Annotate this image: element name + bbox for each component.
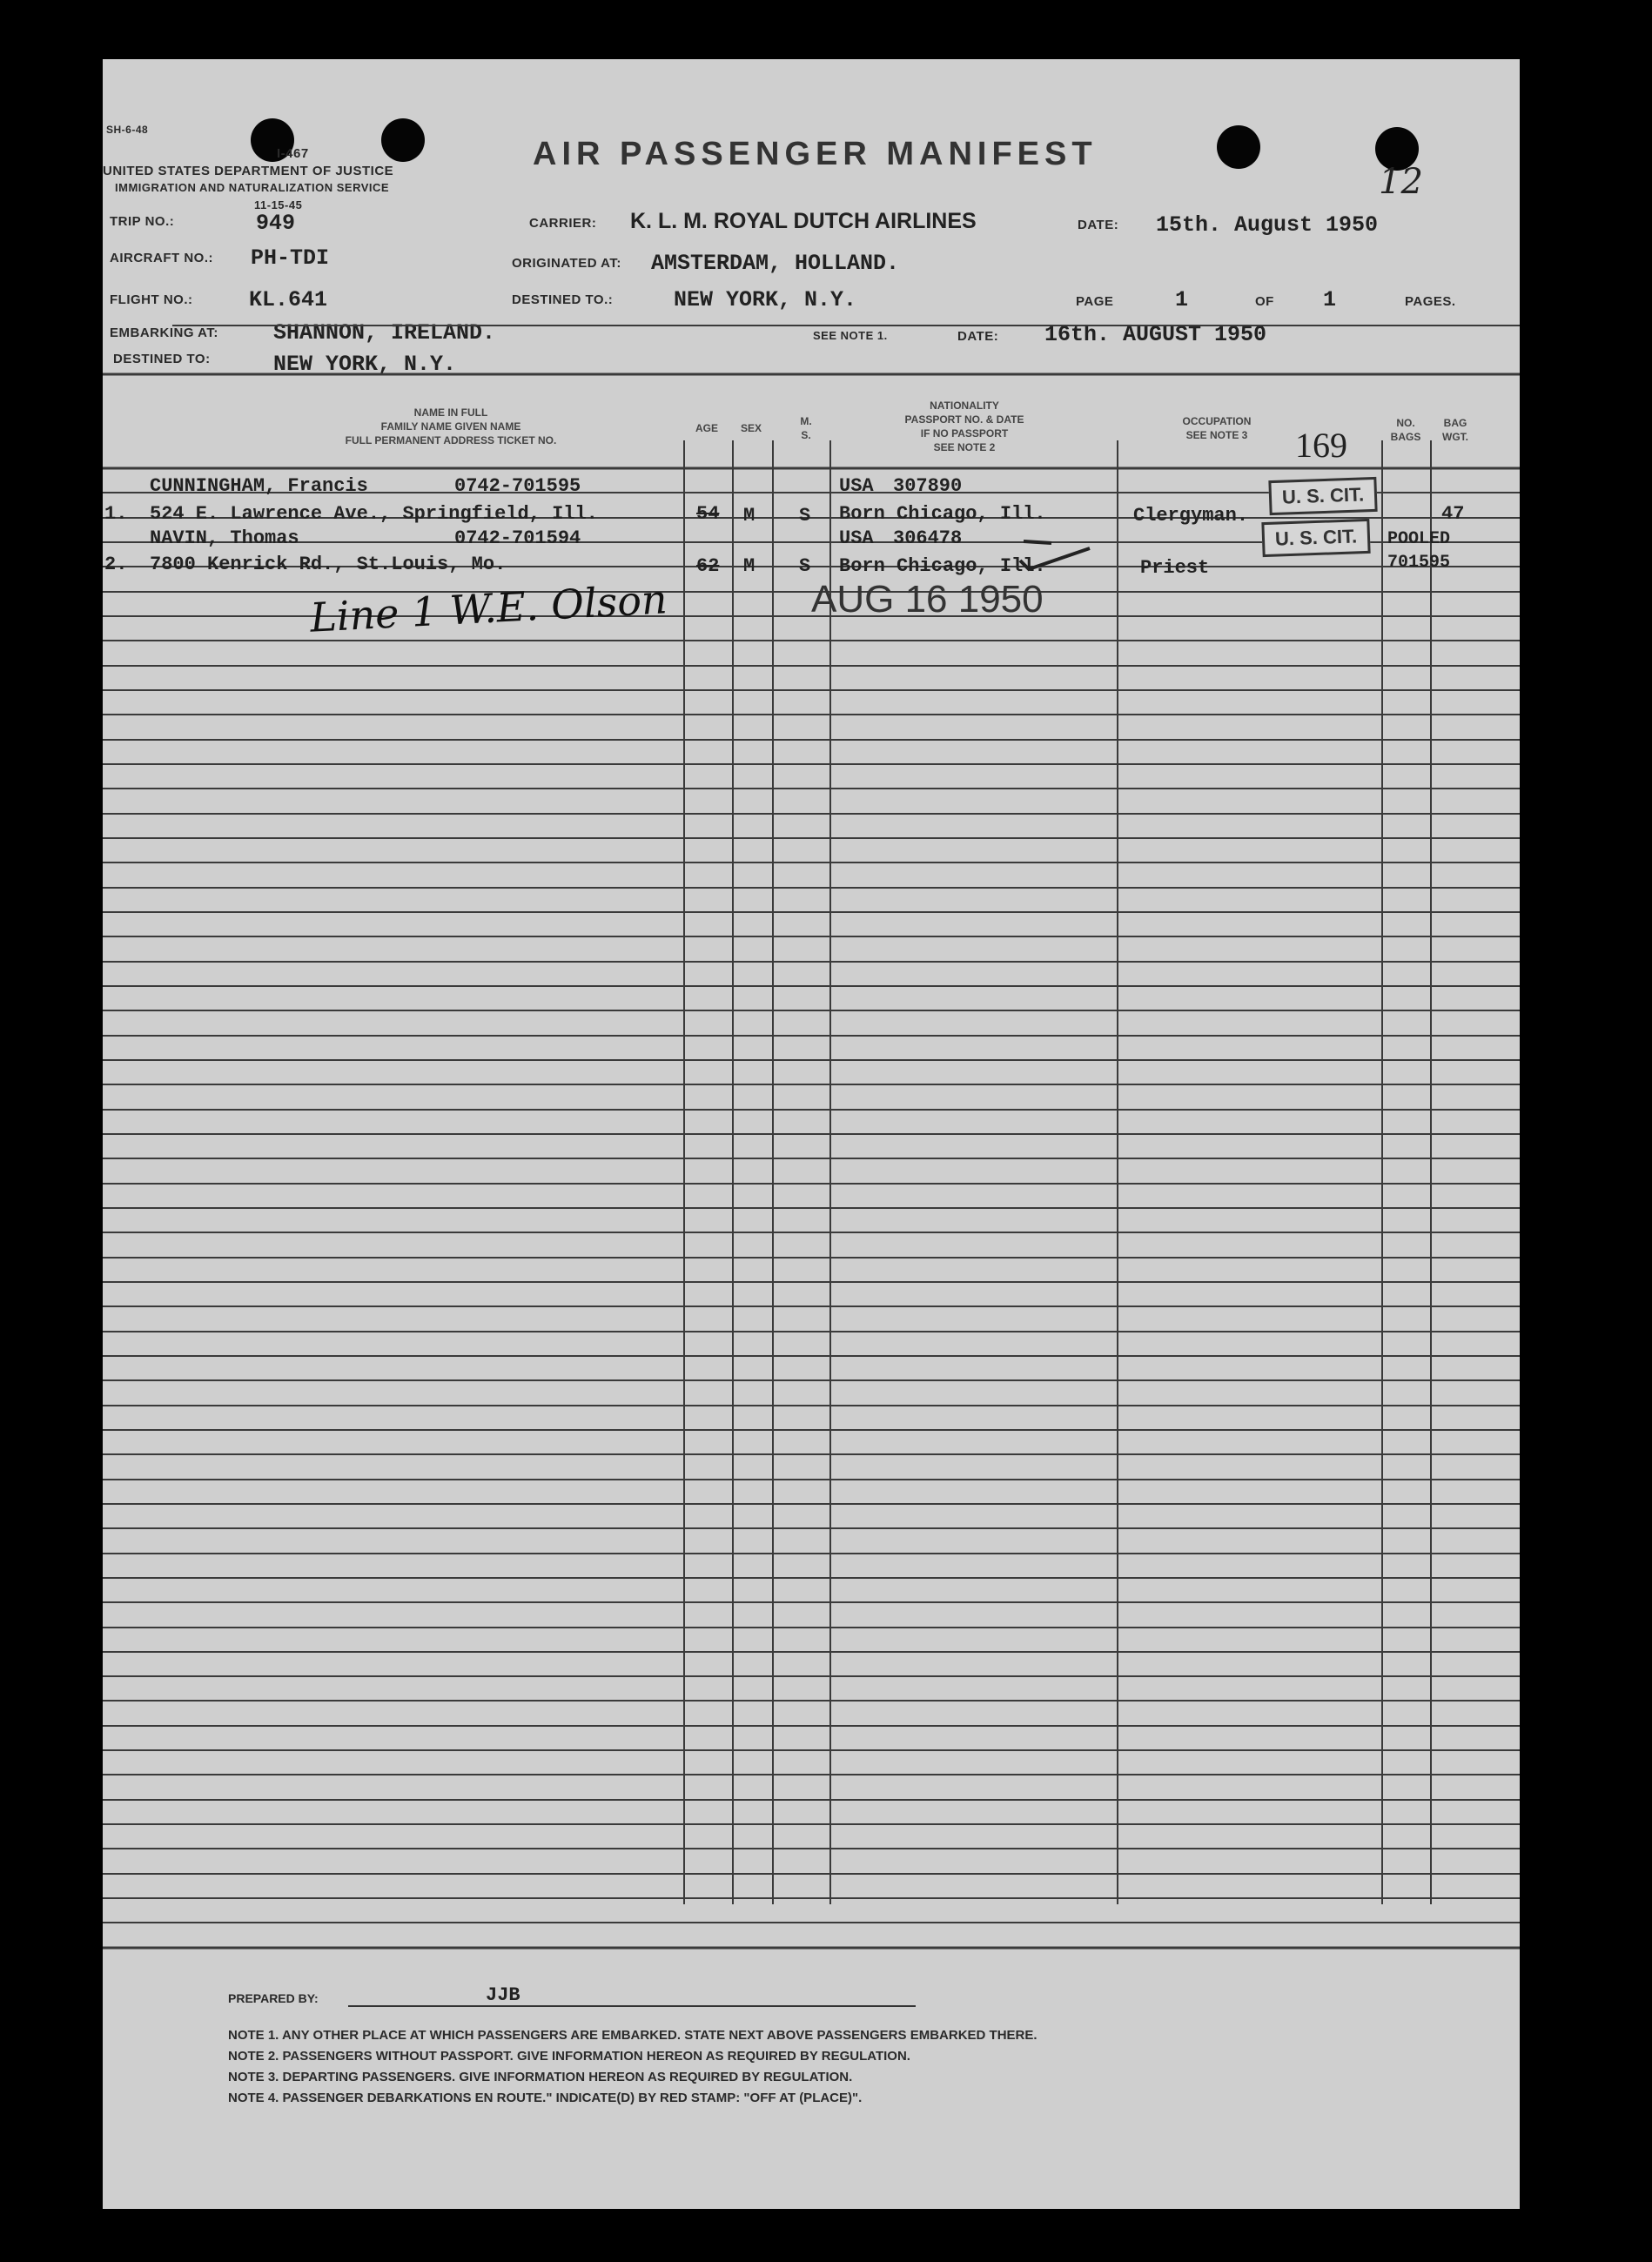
trip-label: TRIP NO.:	[110, 214, 175, 229]
page-label: PAGE	[1076, 294, 1114, 309]
prepared-by-label: PREPARED BY:	[228, 1991, 319, 2005]
flight-label: FLIGHT NO.:	[110, 292, 193, 307]
citizen-stamp: U. S. CIT.	[1261, 519, 1370, 557]
passenger-1-address: 524 E. Lawrence Ave., Springfield, Ill.	[150, 503, 598, 525]
aircraft-label: AIRCRAFT NO.:	[110, 251, 213, 265]
manifest-grid	[103, 59, 1520, 2209]
passenger-2-occupation: Priest	[1140, 557, 1210, 579]
manifest-sheet	[103, 59, 1520, 2209]
citizen-stamp: U. S. CIT.	[1268, 477, 1377, 515]
page-mark: 12	[1379, 162, 1423, 202]
page-count-stamp: 169	[1295, 426, 1347, 465]
destined-to-label: DESTINED TO.:	[512, 292, 614, 307]
passenger-2-passport: 306478	[893, 527, 963, 549]
manifest-date: 15th. August 1950	[1156, 212, 1379, 238]
embarking-label: EMBARKING AT:	[110, 326, 218, 340]
destined-label: DESTINED TO:	[113, 352, 211, 366]
passenger-1-occupation: Clergyman.	[1133, 505, 1249, 527]
prepared-by-line	[348, 2005, 916, 2007]
passenger-2-birthplace: Born Chicago, Ill.	[839, 555, 1046, 577]
agency-line-1: UNITED STATES DEPARTMENT OF JUSTICE	[103, 164, 394, 178]
form-number: I-467	[277, 146, 309, 161]
passenger-2-ticket: 0742-701594	[454, 527, 581, 549]
passenger-1-number: 1.	[104, 503, 128, 525]
column-sex: SEX	[740, 422, 762, 434]
note-2: NOTE 2. PASSENGERS WITHOUT PASSPORT. GIVE INFORMATION HEREON AS REQUIRED BY REGULATION.	[228, 2049, 910, 2064]
passenger-2-age: 62	[696, 555, 720, 577]
passenger-2-name: NAVIN, Thomas	[150, 527, 299, 549]
passenger-1-ticket: 0742-701595	[454, 475, 581, 497]
page-number: 1	[1175, 287, 1189, 312]
column-name: NAME IN FULL FAMILY NAME GIVEN NAME FULL PERMANENT ADDRESS TICKET NO.	[345, 406, 557, 446]
trip-number: 949	[256, 211, 296, 236]
agency-line-2: IMMIGRATION AND NATURALIZATION SERVICE	[115, 181, 390, 194]
originated-label: ORIGINATED AT:	[512, 256, 621, 271]
passenger-1-birthplace: Born Chicago, Ill.	[839, 503, 1046, 525]
passenger-1-bag-weight: 47	[1441, 503, 1465, 525]
passenger-1-sex: M	[743, 505, 755, 527]
form-revision: 11-15-45	[254, 198, 303, 211]
column-marital: M. S.	[800, 415, 812, 441]
passenger-1-age: 54	[696, 503, 720, 525]
column-age: AGE	[695, 422, 718, 434]
passenger-1-marital: S	[799, 505, 811, 527]
see-note-label: SEE NOTE 1.	[813, 329, 888, 342]
passenger-1-name: CUNNINGHAM, Francis	[150, 475, 368, 497]
check-mark	[1017, 526, 1095, 578]
embarking-place: SHANNON, IRELAND.	[273, 320, 496, 346]
note-4: NOTE 4. PASSENGER DEBARKATIONS EN ROUTE." INDICATE(D) BY RED STAMP: "OFF AT (PLACE)".	[228, 2091, 863, 2105]
arrival-date: 16th. AUGUST 1950	[1044, 322, 1267, 347]
passenger-2-number: 2.	[104, 554, 128, 575]
page-title: AIR PASSENGER MANIFEST	[533, 136, 1098, 172]
carrier-label: CARRIER:	[529, 216, 597, 231]
prepared-by-value: JJB	[486, 1984, 520, 2006]
passenger-2-nationality: USA	[839, 527, 874, 549]
column-occupation: OCCUPATION SEE NOTE 3	[1182, 415, 1252, 441]
passenger-2-marital: S	[799, 555, 811, 577]
page-total: 1	[1323, 287, 1337, 312]
passenger-2-bag-weight: POOLED 701595	[1387, 529, 1451, 573]
destined-to-place: NEW YORK, N.Y.	[674, 287, 857, 312]
passenger-2-sex: M	[743, 555, 755, 577]
form-code: SH-6-48	[106, 124, 149, 136]
passenger-1-passport: 307890	[893, 475, 963, 497]
note-1: NOTE 1. ANY OTHER PLACE AT WHICH PASSENGERS ARE EMBARKED. STATE NEXT ABOVE PASSENGERS EMBARKED THERE.	[228, 2028, 1038, 2043]
passenger-1-nationality: USA	[839, 475, 874, 497]
inspector-signature: Line 1 W.E. Olson	[308, 575, 668, 641]
note-3: NOTE 3. DEPARTING PASSENGERS. GIVE INFORMATION HEREON AS REQUIRED BY REGULATION.	[228, 2070, 853, 2084]
of-label: OF	[1255, 294, 1274, 309]
admission-date-stamp: AUG 16 1950	[811, 578, 1044, 621]
column-nationality: NATIONALITY PASSPORT NO. & DATE IF NO PASSPORT SEE NOTE 2	[904, 399, 1024, 453]
column-bag-weight: BAG WGT.	[1442, 417, 1468, 443]
destined-place: NEW YORK, N.Y.	[273, 352, 457, 377]
column-no-bags: NO. BAGS	[1390, 417, 1421, 443]
passenger-2-address: 7800 Kenrick Rd., St.Louis, Mo.	[150, 554, 507, 575]
flight-number: KL.641	[249, 287, 328, 312]
carrier-name: K. L. M. ROYAL DUTCH AIRLINES	[630, 209, 977, 233]
date-label: DATE:	[1078, 218, 1119, 232]
pages-label: PAGES.	[1405, 294, 1456, 309]
date2-label: DATE:	[957, 329, 999, 344]
aircraft-number: PH-TDI	[251, 245, 330, 271]
originated-place: AMSTERDAM, HOLLAND.	[651, 251, 900, 276]
